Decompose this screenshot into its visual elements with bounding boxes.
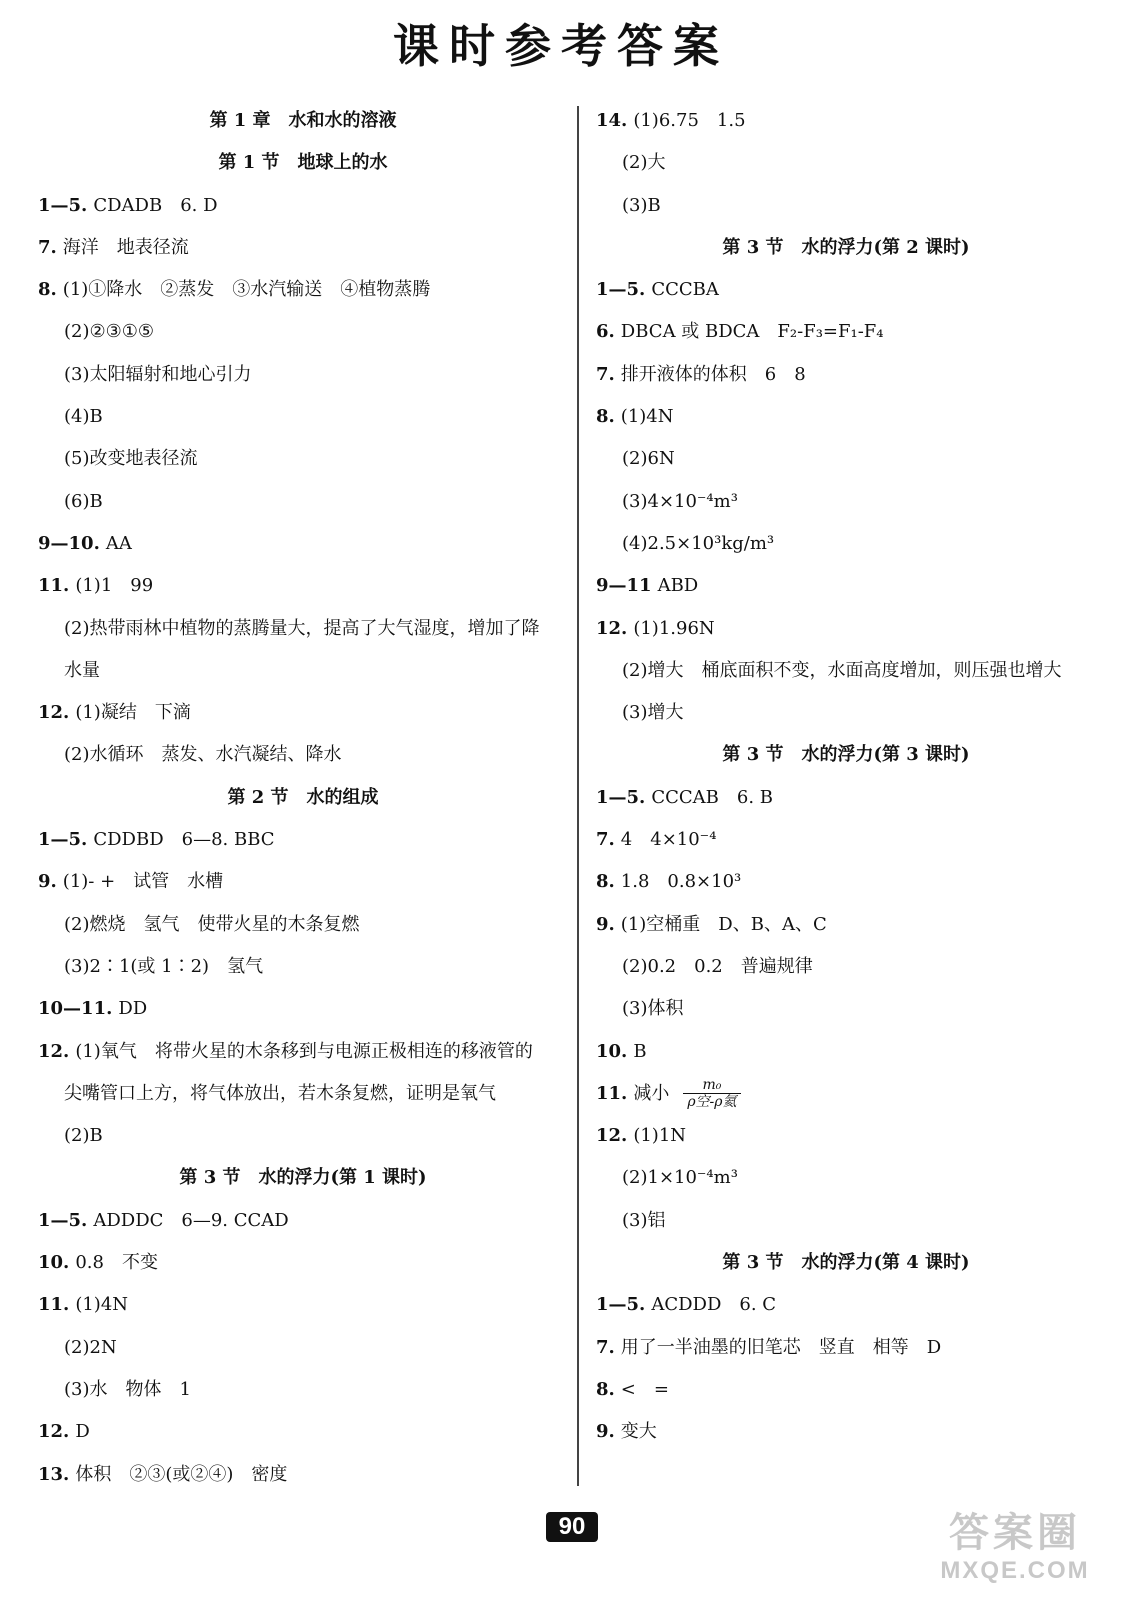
answer-line [596, 1031, 1096, 1073]
question-number: 11. [596, 1082, 628, 1104]
question-number: 7. [596, 1336, 615, 1358]
answer-subline: (2)0.2 0.2 普遍规律 [622, 955, 813, 977]
watermark-url: MXQE.COM [940, 1557, 1090, 1584]
answer-text: (1)凝结 下滴 [75, 702, 191, 724]
answer-line [596, 565, 1096, 607]
answer-text: ABD [657, 575, 699, 597]
watermark-logo [915, 1510, 1115, 1595]
answer-line [38, 1284, 568, 1326]
answer-text: 4 4×10⁻⁴ [620, 829, 717, 851]
answer-line [596, 396, 1096, 438]
answer-subline: 水量 [64, 659, 100, 681]
question-number: 7. [38, 236, 57, 258]
section-heading: 第 3 节 水的浮力(第 3 课时) [722, 744, 970, 766]
answer-line [596, 861, 1096, 903]
answer-text: (1)1 99 [75, 575, 154, 597]
question-number: 1—5. [38, 194, 88, 216]
answer-line [596, 1284, 1096, 1326]
answer-line [596, 100, 1096, 142]
answer-text: 变大 [620, 1421, 657, 1443]
question-number: 12. [596, 1125, 628, 1147]
answer-line [596, 608, 1096, 650]
answer-subline: 尖嘴管口上方，将气体放出，若木条复燃，证明是氧气 [64, 1082, 496, 1104]
answer-text: ACDDD 6. C [651, 1294, 777, 1316]
question-number: 12. [596, 617, 628, 639]
answer-line [596, 819, 1096, 861]
question-number: 14. [596, 110, 628, 131]
question-number: 11. [38, 575, 70, 597]
answer-text: 用了一半油墨的旧笔芯 竖直 相等 D [620, 1336, 942, 1358]
answer-text: (1)4N [620, 406, 674, 428]
answer-line [596, 1369, 1096, 1411]
answer-line [596, 269, 1096, 311]
answer-subline: (4)B [64, 406, 103, 428]
answer-line [38, 819, 568, 861]
answer-line [38, 269, 568, 311]
answer-line [38, 565, 568, 607]
answer-subline: (3)2∶1(或 1∶2) 氢气 [64, 955, 264, 977]
answer-text: CDADB 6. D [93, 194, 218, 216]
question-number: 8. [596, 871, 615, 893]
answer-text: (1)①降水 ②蒸发 ③水汽输送 ④植物蒸腾 [62, 279, 431, 301]
answer-text: 排开液体的体积 6 8 [620, 363, 806, 385]
answer-subline: (3)B [622, 194, 661, 216]
answer-subline: (2)2N [64, 1336, 117, 1358]
fraction-numerator: m₀ [683, 1077, 740, 1094]
answer-line [596, 1073, 1096, 1115]
answer-subline: (2)热带雨林中植物的蒸腾量大，提高了大气湿度，增加了降 [64, 617, 540, 639]
question-number: 9. [596, 1421, 615, 1443]
answer-line [596, 354, 1096, 396]
question-number: 9. [596, 913, 615, 935]
question-number: 1—5. [596, 786, 646, 808]
answer-text: B [633, 1040, 647, 1062]
question-number: 9—10. [38, 532, 100, 554]
question-number: 9. [38, 871, 57, 893]
answer-subline: (6)B [64, 490, 103, 512]
answer-text: CDDBD 6—8. BBC [93, 829, 275, 851]
answer-subline: (2)1×10⁻⁴m³ [622, 1167, 738, 1189]
question-number: 1—5. [596, 279, 646, 301]
answer-text: 0.8 不变 [75, 1252, 158, 1274]
question-number: 12. [38, 702, 70, 724]
answer-text: 减小 [633, 1082, 670, 1104]
question-number: 8. [38, 279, 57, 301]
answer-text: (1)- + 试管 水槽 [62, 871, 224, 893]
fraction-formula [683, 1077, 740, 1110]
question-number: 6. [596, 321, 615, 343]
question-number: 12. [38, 1421, 70, 1443]
answer-line [38, 1411, 568, 1453]
question-number: 1—5. [38, 1209, 88, 1231]
answer-line [596, 904, 1096, 946]
question-number: 7. [596, 363, 615, 385]
section-heading: 第 3 节 水的浮力(第 2 课时) [722, 236, 970, 258]
question-number: 10. [38, 1252, 70, 1274]
answer-text: 体积 ②③(或②④) 密度 [75, 1463, 288, 1485]
answer-subline: (3)增大 [622, 702, 684, 724]
answer-text: 1.8 0.8×10³ [620, 871, 742, 893]
answer-line [38, 692, 568, 734]
fraction-denominator: ρ空-ρ氦 [687, 1094, 737, 1111]
section-heading: 第 1 节 地球上的水 [218, 152, 388, 174]
answer-subline: (3)4×10⁻⁴m³ [622, 490, 738, 512]
answer-text: 海洋 地表径流 [62, 236, 189, 258]
answer-subline: (2)水循环 蒸发、水汽凝结、降水 [64, 744, 342, 766]
answer-subline: (3)太阳辐射和地心引力 [64, 363, 252, 385]
answer-subline: (2)燃烧 氢气 使带火星的木条复燃 [64, 913, 360, 935]
answer-line [596, 1115, 1096, 1157]
answer-text: (1)氧气 将带火星的木条移到与电源正极相连的移液管的 [75, 1040, 533, 1062]
answer-subline: (2)大 [622, 152, 666, 174]
column-divider [577, 106, 579, 1486]
question-number: 11. [38, 1294, 70, 1316]
question-number: 8. [596, 1378, 615, 1400]
answer-text: (1)1.96N [633, 617, 715, 639]
answer-subline: (2)B [64, 1125, 103, 1147]
question-number: 1—5. [38, 829, 88, 851]
answer-text: ADDDC 6—9. CCAD [93, 1209, 289, 1231]
question-number: 10. [596, 1040, 628, 1062]
question-number: 8. [596, 406, 615, 428]
left-column [38, 100, 568, 1496]
answer-line [38, 1031, 568, 1073]
answer-line [596, 1327, 1096, 1369]
answer-text: AA [105, 532, 132, 554]
answer-text: DBCA 或 BDCA F₂-F₃=F₁-F₄ [620, 321, 884, 343]
answer-text: CCCAB 6. B [651, 786, 773, 808]
answer-subline: (2)增大 桶底面积不变，水面高度增加，则压强也增大 [622, 659, 1062, 681]
answer-text: D [75, 1421, 90, 1443]
answer-text: < = [620, 1378, 669, 1400]
page-number: 90 [546, 1512, 598, 1542]
question-number: 13. [38, 1463, 70, 1485]
answer-subline: (2)②③①⑤ [64, 321, 155, 343]
answer-subline: (4)2.5×10³kg/m³ [622, 532, 775, 554]
answer-line [38, 1454, 568, 1496]
answer-line [596, 311, 1096, 353]
answer-subline: (3)体积 [622, 998, 684, 1020]
answer-line [38, 227, 568, 269]
answer-line [38, 523, 568, 565]
watermark-text: 答案圈 [949, 1511, 1081, 1555]
answer-subline: (3)水 物体 1 [64, 1378, 191, 1400]
answer-subline: (3)铝 [622, 1209, 666, 1231]
question-number: 7. [596, 829, 615, 851]
answer-line [38, 988, 568, 1030]
answer-subline: (2)6N [622, 448, 675, 470]
section-heading: 第 3 节 水的浮力(第 4 课时) [722, 1252, 970, 1274]
answer-text: (1)空桶重 D、B、A、C [620, 913, 827, 935]
answer-line [596, 777, 1096, 819]
question-number: 12. [38, 1040, 70, 1062]
answer-text: (1)1N [633, 1125, 687, 1147]
answer-line [38, 861, 568, 903]
answer-text: DD [118, 998, 148, 1020]
page-title: 课时参考答案 [393, 19, 729, 73]
answer-text: (1)4N [75, 1294, 129, 1316]
question-number: 10—11. [38, 998, 113, 1020]
answer-line [38, 1242, 568, 1284]
question-number: 1—5. [596, 1294, 646, 1316]
answer-subline: (5)改变地表径流 [64, 448, 198, 470]
question-number: 9—11 [596, 575, 652, 597]
answer-text: CCCBA [651, 279, 719, 301]
answer-line [38, 1200, 568, 1242]
answer-line [596, 1411, 1096, 1453]
right-column [596, 100, 1096, 1454]
answer-text: (1)6.75 1.5 [633, 110, 746, 131]
section-heading: 第 2 节 水的组成 [227, 786, 379, 808]
section-heading: 第 3 节 水的浮力(第 1 课时) [179, 1167, 427, 1189]
section-heading: 第 1 章 水和水的溶液 [209, 110, 397, 131]
answer-line [38, 185, 568, 227]
